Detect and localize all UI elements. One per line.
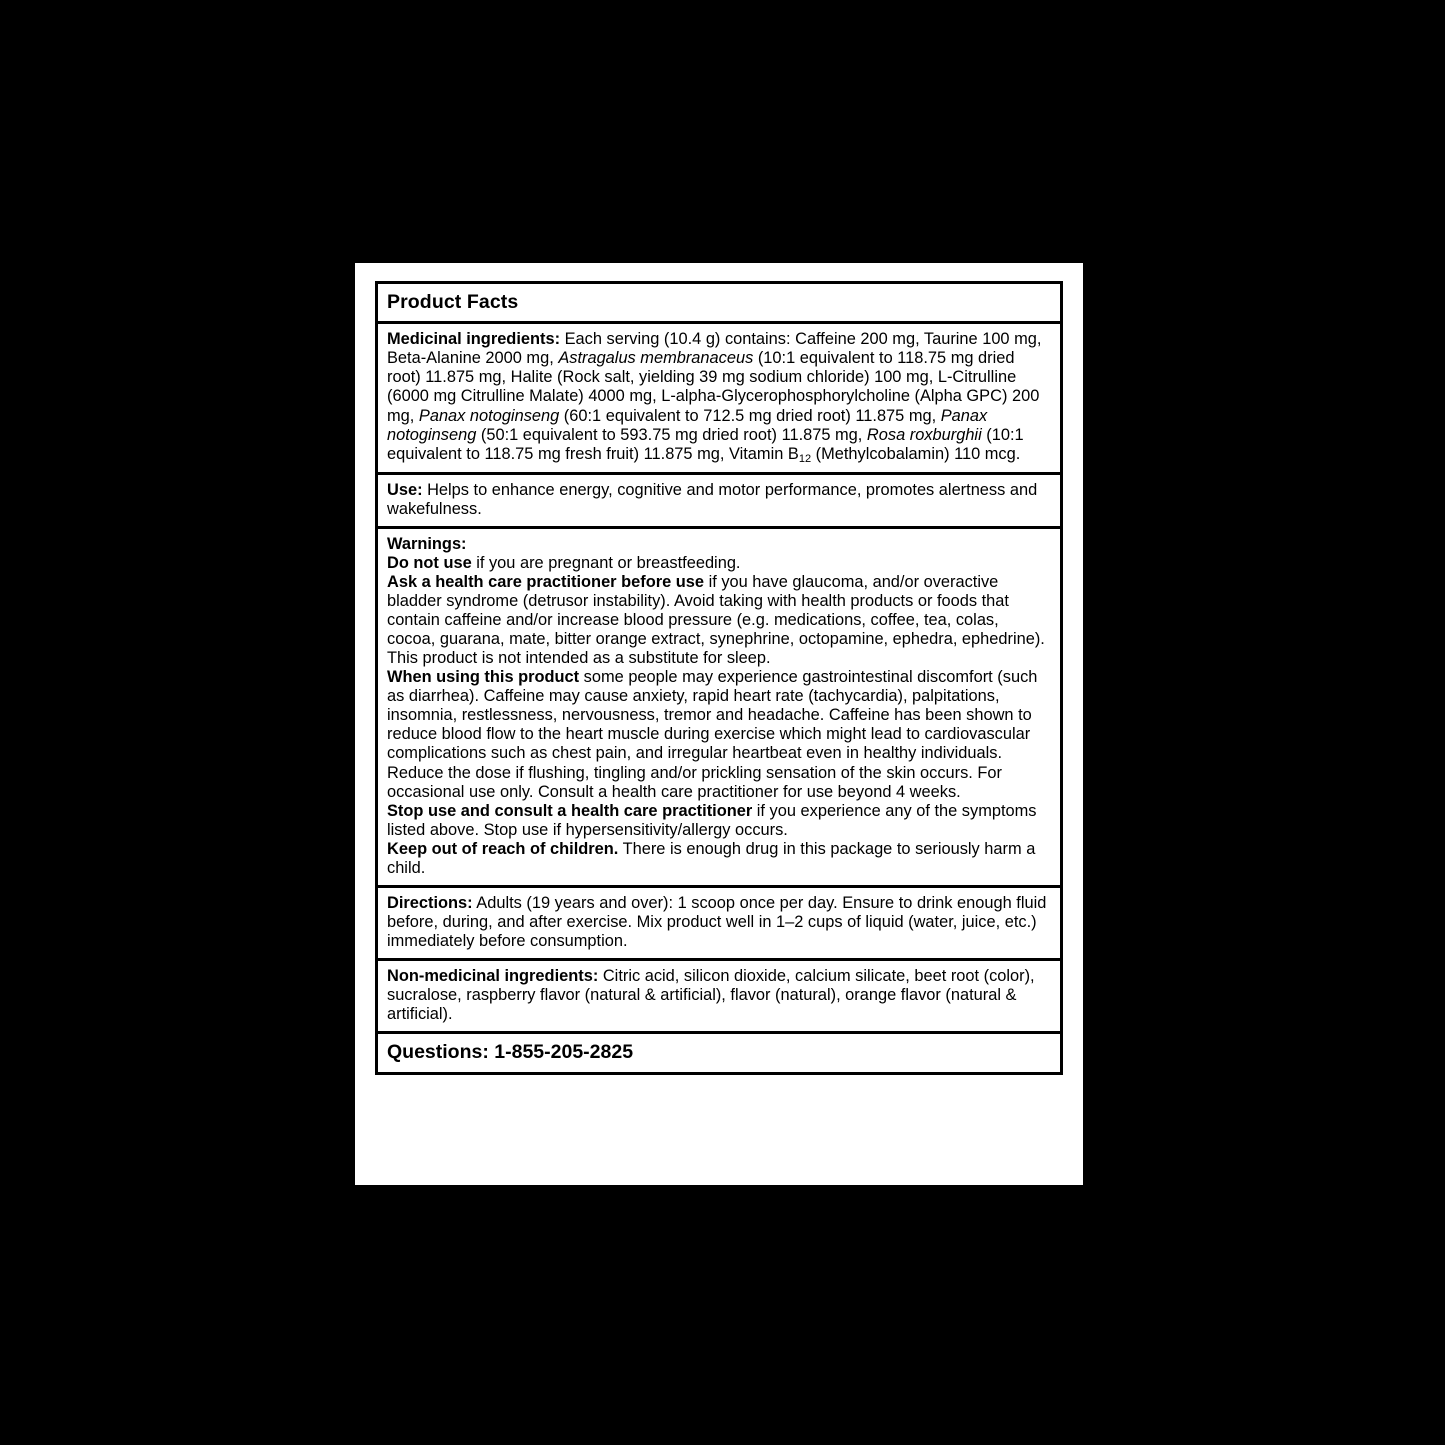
warning-stop-use [387,802,1051,840]
section-warnings [378,529,1060,888]
vitamin-b12-subscript: 12 [798,452,812,465]
when-using-text: some people may experience gastrointestinal discomfort (such as diarrhea). Caffeine may cause anxiety, rapid heart rate (tachycardia), palpitations, insomnia, restlessness, nervousness, tremor and headache. Caffeine has been shown to reduce blood flow to the heart muscle during exercise which might lead to cardiovascular complications such as chest pain, and irregular heartbeat even in healthy individuals. Reduce the dose if flushing, tingling and/or prickling sensation of the skin occurs. For occasional use only. Consult a health care practitioner for use beyond 4 weeks. [387,668,1038,801]
directions-heading: Directions: [387,893,473,912]
questions-phone: Questions: 1-855-205-2825 [387,1040,634,1063]
warning-do-not-use [387,554,1051,573]
medicinal-italic-1: Astragalus membranaceus [558,349,754,368]
ask-practitioner-heading: Ask a health care practitioner before use [387,573,705,592]
medicinal-text-3: (60:1 equivalent to 712.5 mg dried root) 11.875 mg, [559,406,941,425]
product-facts-title: Product Facts [387,291,519,313]
directions-text [387,894,1051,951]
section-use [378,475,1060,529]
use-heading: Use: [387,481,423,500]
section-questions [378,1034,1060,1072]
medicinal-italic-4: Rosa roxburghii [866,425,982,444]
medicinal-text-5: (10:1 equivalent to 118.75 mg fresh fruit) 11.875 mg, Vitamin B [387,425,1024,463]
ask-practitioner-text: if you have glaucoma, and/or overactive bladder syndrome (detrusor instability). Avoid taking with health products or foods that contain caffeine and/or increase blood pressure (e.g. medications, coffee, tea, colas, cocoa, guarana, mate, bitter orange extract, synephrine, octopamine, ephedra, ephedrine). This product is not intended as a substitute for sleep. [387,573,1045,668]
stop-use-heading: Stop use and consult a health care practitioner [387,801,753,820]
product-facts-panel [355,263,1083,1185]
warning-keep-out-of-reach [387,840,1051,878]
when-using-heading: When using this product [387,668,580,687]
stop-use-text: if you experience any of the symptoms listed above. Stop use if hypersensitivity/allergy occurs. [387,801,1037,839]
use-body: Helps to enhance energy, cognitive and motor performance, promotes alertness and wakefulness. [387,481,1038,519]
medicinal-text-4: (50:1 equivalent to 593.75 mg dried root) 11.875 mg, [476,425,867,444]
medicinal-italic-3: Panax notoginseng [387,406,988,444]
warnings-heading-line [387,535,1051,554]
use-text [387,481,1051,519]
medicinal-text-6: (Methylcobalamin) 110 mcg. [811,444,1021,463]
warnings-heading: Warnings: [387,535,467,554]
section-non-medicinal-ingredients [378,961,1060,1034]
non-medicinal-body: Citric acid, silicon dioxide, calcium silicate, beet root (color), sucralose, raspberry flavor (natural & artificial), flavor (natural), orange flavor (natural & artificial). [387,966,1035,1023]
medicinal-text-2: (10:1 equivalent to 118.75 mg dried root) 11.875 mg, Halite (Rock salt, yielding 39 mg sodium chloride) 100 mg, L-Citrulline (6000 mg Citrulline Malate) 4000 mg, L-alpha-Glycerophosphorylcholine (Alpha GPC) 200 mg, [387,349,1040,425]
section-header [378,284,1060,324]
keep-out-text: There is enough drug in this package to seriously harm a child. [387,839,1036,877]
medicinal-text-1: Each serving (10.4 g) contains: Caffeine 200 mg, Taurine 100 mg, Beta-Alanine 2000 mg, [387,330,1042,368]
warning-when-using [387,668,1051,801]
keep-out-heading: Keep out of reach of children. [387,839,619,858]
medicinal-italic-2: Panax notoginseng [418,406,560,425]
do-not-use-heading: Do not use [387,554,472,573]
non-medicinal-heading: Non-medicinal ingredients: [387,966,599,985]
non-medicinal-text [387,967,1051,1024]
medicinal-ingredients-heading: Medicinal ingredients: [387,330,561,349]
section-medicinal-ingredients [378,324,1060,475]
section-directions [378,888,1060,961]
directions-body: Adults (19 years and over): 1 scoop once per day. Ensure to drink enough fluid before, during, and after exercise. Mix product well in 1–2 cups of liquid (water, juice, etc.) immediately before consumption. [387,893,1047,950]
medicinal-ingredients-text [387,330,1051,465]
product-facts-box [375,281,1063,1075]
warning-ask-practitioner [387,573,1051,668]
do-not-use-text: if you are pregnant or breastfeeding. [471,554,741,573]
